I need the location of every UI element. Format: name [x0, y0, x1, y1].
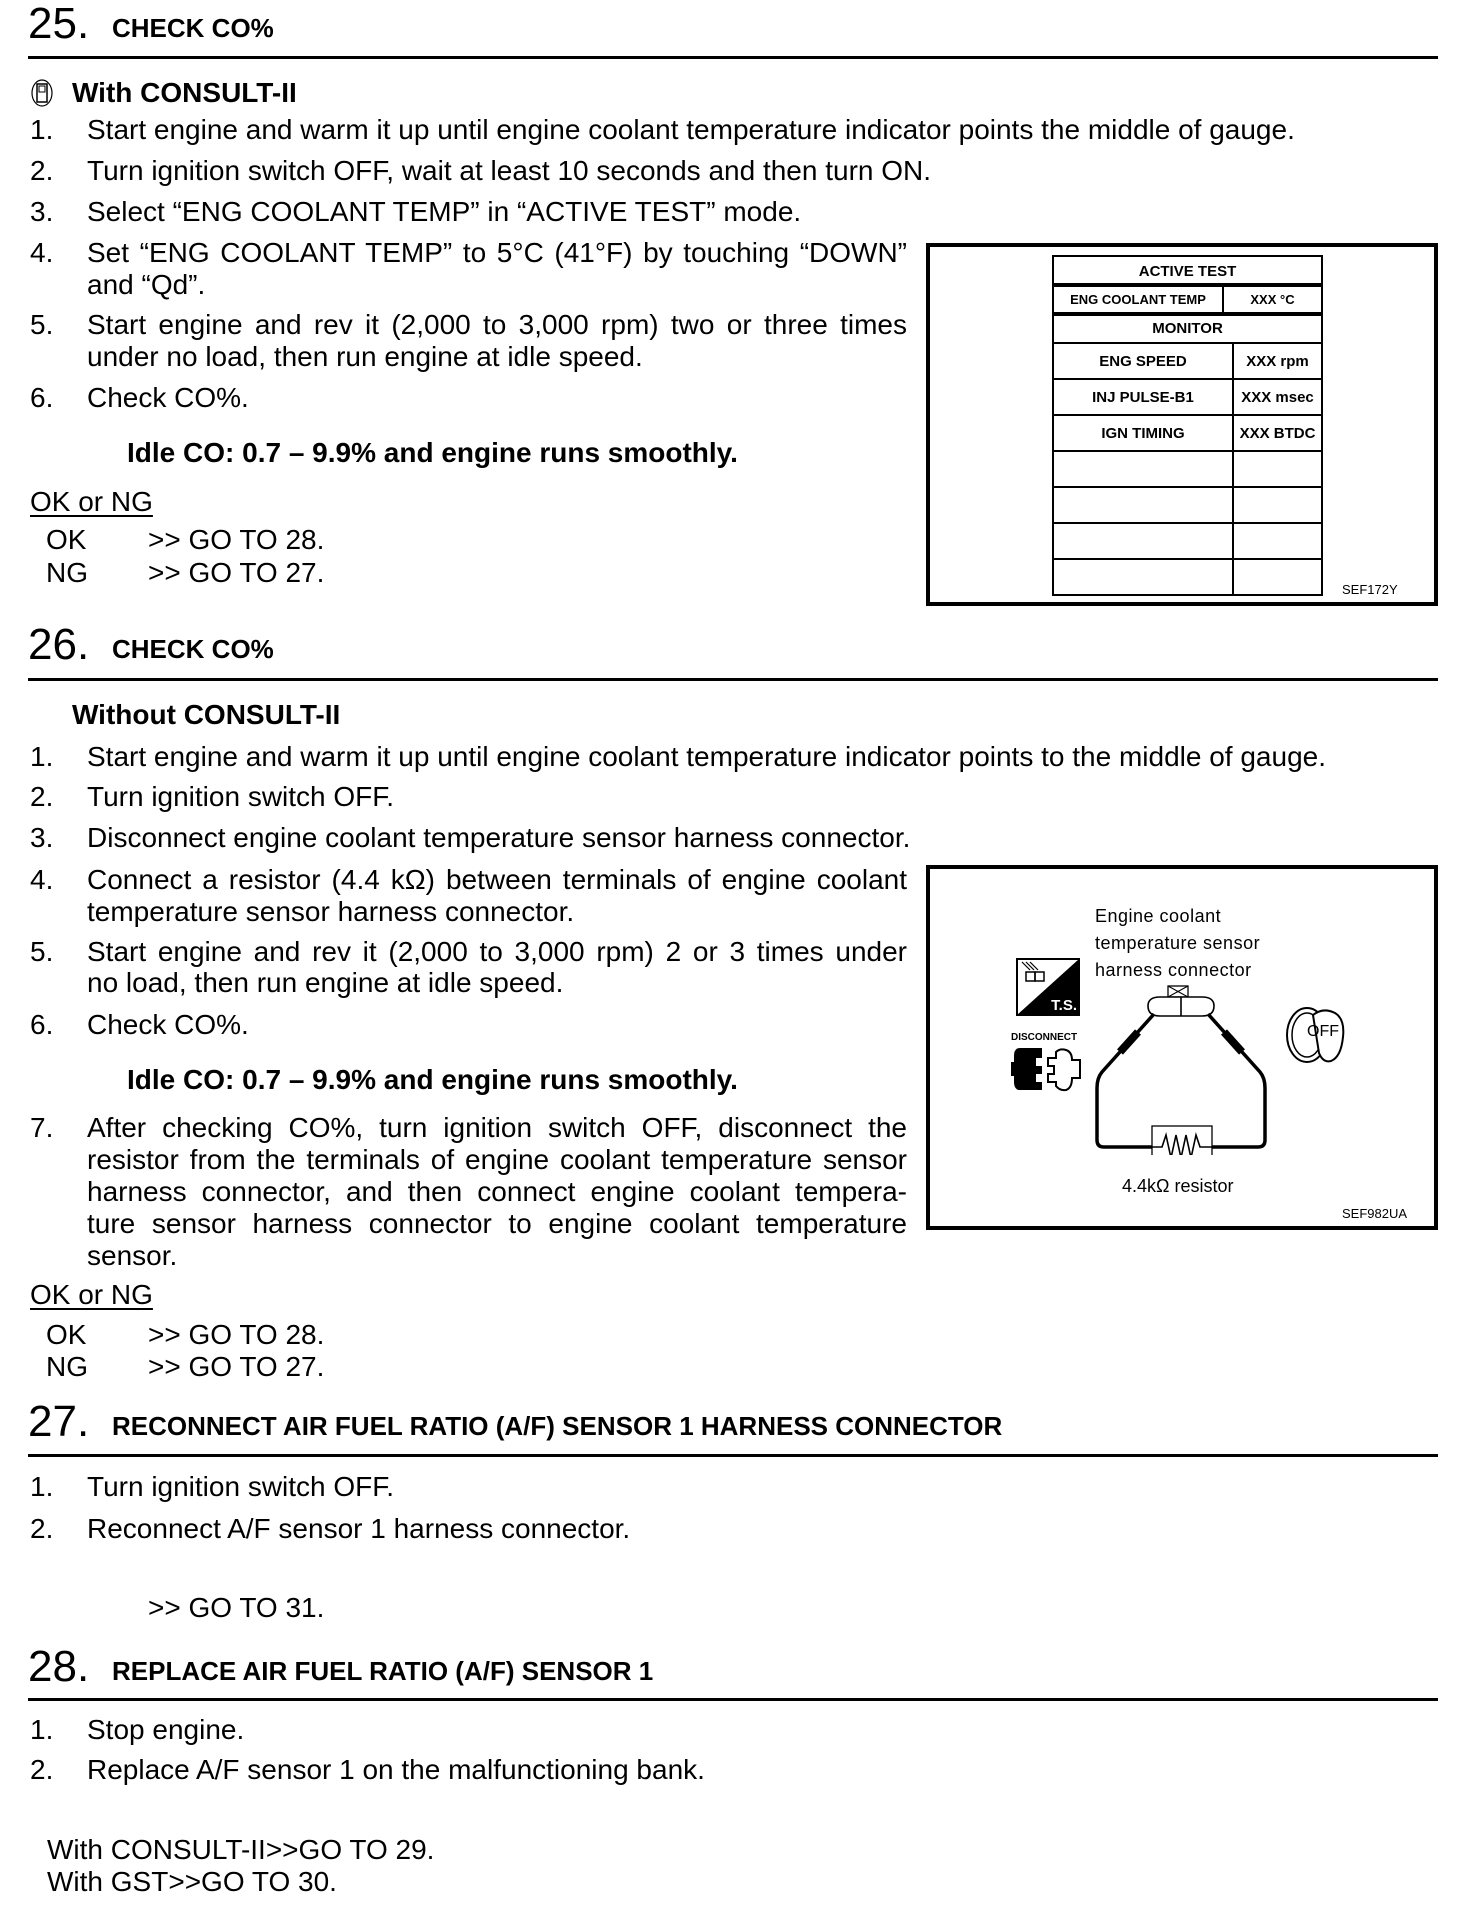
step-number: 7. [30, 1112, 54, 1143]
label-line: Engine coolant [1095, 906, 1222, 926]
table-cell-value [1233, 487, 1322, 523]
figure-id: SEF982UA [1342, 1206, 1408, 1221]
result-action: >> GO TO 27. [148, 557, 325, 588]
section-number: 25. [28, 0, 90, 48]
step-text: under no load, then run engine at idle speed. [87, 341, 643, 372]
disconnect-label: DISCONNECT [1011, 1032, 1078, 1043]
figure-id: SEF172Y [1342, 582, 1398, 597]
section-rule [28, 1454, 1438, 1457]
subheading: With CONSULT-II [72, 77, 297, 108]
result-action: >> GO TO 27. [148, 1351, 325, 1382]
next-step-consult: With CONSULT-II>>GO TO 29. [47, 1834, 435, 1865]
step-text: Start engine and rev it (2,000 to 3,000 rpm) two or three times [87, 309, 907, 340]
step-text: Check CO%. [87, 382, 249, 413]
step-text: Start engine and warm it up until engine coolant temperature indicator points to the middle of gauge. [87, 741, 1326, 772]
step-number: 1. [30, 741, 54, 772]
ts-label: T.S. [1051, 997, 1077, 1014]
step-number: 4. [30, 864, 54, 895]
section-title: RECONNECT AIR FUEL RATIO (A/F) SENSOR 1 HARNESS CONNECTOR [112, 1411, 1003, 1441]
step-text: Check CO%. [87, 1009, 249, 1040]
step-number: 1. [30, 114, 54, 145]
step-text: Turn ignition switch OFF. [87, 1471, 395, 1502]
step-text: Connect a resistor (4.4 kΩ) between terminals of engine coolant [87, 864, 907, 895]
table-cell-value: XXX rpm [1233, 343, 1322, 379]
step-number: 2. [30, 155, 54, 186]
step-number: 5. [30, 936, 54, 967]
step-number: 1. [30, 1714, 54, 1745]
step-number: 4. [30, 237, 54, 268]
goto-text: >> GO TO 31. [148, 1592, 325, 1623]
disconnect-plug-icon [1010, 1046, 1084, 1092]
resistor-label: 4.4kΩ resistor [1122, 1176, 1234, 1196]
section-title: CHECK CO% [112, 634, 274, 664]
step-text: and “Qd”. [87, 269, 206, 300]
table-cell-label [1053, 559, 1233, 595]
step-number: 6. [30, 1009, 54, 1040]
step-number: 5. [30, 309, 54, 340]
section-number: 26. [28, 620, 90, 669]
step-text: Replace A/F sensor 1 on the malfunctioning bank. [87, 1754, 705, 1785]
table-header: ACTIVE TEST [1053, 256, 1322, 286]
table-cell-value [1233, 559, 1322, 595]
table-cell-value [1233, 451, 1322, 487]
step-text: Start engine and warm it up until engine coolant temperature indicator points the middle of gauge. [87, 114, 1295, 145]
table-cell-label [1053, 523, 1233, 559]
subheading: Without CONSULT-II [72, 699, 341, 730]
step-number: 3. [30, 822, 54, 853]
key-off-label: OFF [1307, 1023, 1339, 1040]
section-rule [28, 678, 1438, 681]
ts-icon [1016, 958, 1080, 1016]
result-status: OK [46, 1319, 87, 1350]
section-number: 27. [28, 1397, 90, 1446]
label-line: temperature sensor [1095, 933, 1261, 953]
section-rule [28, 1698, 1438, 1701]
connector-label [1095, 903, 1260, 984]
result-status: NG [46, 1351, 88, 1382]
step-number: 2. [30, 781, 54, 812]
result-label: OK or NG [30, 1279, 153, 1310]
step-number: 2. [30, 1513, 54, 1544]
section-title: REPLACE AIR FUEL RATIO (A/F) SENSOR 1 [112, 1656, 654, 1686]
step-text: Stop engine. [87, 1714, 245, 1745]
spec-text: Idle CO: 0.7 – 9.9% and engine runs smoothly. [127, 437, 738, 468]
table-cell-label [1053, 487, 1233, 523]
table-cell-value: XXX °C [1223, 284, 1322, 315]
table-cell-label: INJ PULSE-B1 [1053, 379, 1233, 415]
table-cell-label [1053, 451, 1233, 487]
monitor-table [1052, 312, 1323, 596]
table-cell-label: ENG COOLANT TEMP [1053, 284, 1223, 315]
spec-text: Idle CO: 0.7 – 9.9% and engine runs smoothly. [127, 1064, 738, 1095]
step-text: sensor. [87, 1240, 178, 1271]
step-text: Set “ENG COOLANT TEMP” to 5°C (41°F) by touching “DOWN” [87, 237, 907, 268]
table-cell-label: IGN TIMING [1053, 415, 1233, 451]
step-text: Turn ignition switch OFF, wait at least 10 seconds and then turn ON. [87, 155, 932, 186]
table-cell-value: XXX msec [1233, 379, 1322, 415]
step-number: 3. [30, 196, 54, 227]
result-label: OK or NG [30, 486, 153, 517]
wiring-diagram [1090, 980, 1275, 1155]
section-number: 28. [28, 1642, 90, 1691]
section-rule [28, 56, 1438, 59]
step-text: Select “ENG COOLANT TEMP” in “ACTIVE TEST” mode. [87, 196, 802, 227]
result-action: >> GO TO 28. [148, 1319, 325, 1350]
result-action: >> GO TO 28. [148, 524, 325, 555]
step-text: no load, then run engine at idle speed. [87, 967, 564, 998]
next-step-gst: With GST>>GO TO 30. [47, 1866, 337, 1897]
table-cell-value: XXX BTDC [1233, 415, 1322, 451]
step-text: Turn ignition switch OFF. [87, 781, 395, 812]
table-cell-value [1233, 523, 1322, 559]
step-text: Reconnect A/F sensor 1 harness connector. [87, 1513, 631, 1544]
step-number: 6. [30, 382, 54, 413]
step-number: 2. [30, 1754, 54, 1785]
step-number: 1. [30, 1471, 54, 1502]
section-title: CHECK CO% [112, 13, 274, 43]
step-text: ture sensor harness connector to engine coolant temperature [87, 1208, 907, 1239]
result-status: NG [46, 557, 88, 588]
table-cell-label: ENG SPEED [1053, 343, 1233, 379]
step-text: Start engine and rev it (2,000 to 3,000 rpm) 2 or 3 times under [87, 936, 907, 967]
step-text: harness connector, and then connect engine coolant tempera- [87, 1176, 907, 1207]
step-text: After checking CO%, turn ignition switch OFF, disconnect the [87, 1112, 907, 1143]
step-text: temperature sensor harness connector. [87, 896, 575, 927]
step-text: resistor from the terminals of engine coolant temperature sensor [87, 1144, 907, 1175]
consult-icon [31, 79, 53, 107]
step-text: Disconnect engine coolant temperature sensor harness connector. [87, 822, 911, 853]
ignition-key-off-icon [1283, 1005, 1347, 1065]
label-line: harness connector [1095, 960, 1252, 980]
table-header: MONITOR [1053, 313, 1322, 343]
result-status: OK [46, 524, 87, 555]
